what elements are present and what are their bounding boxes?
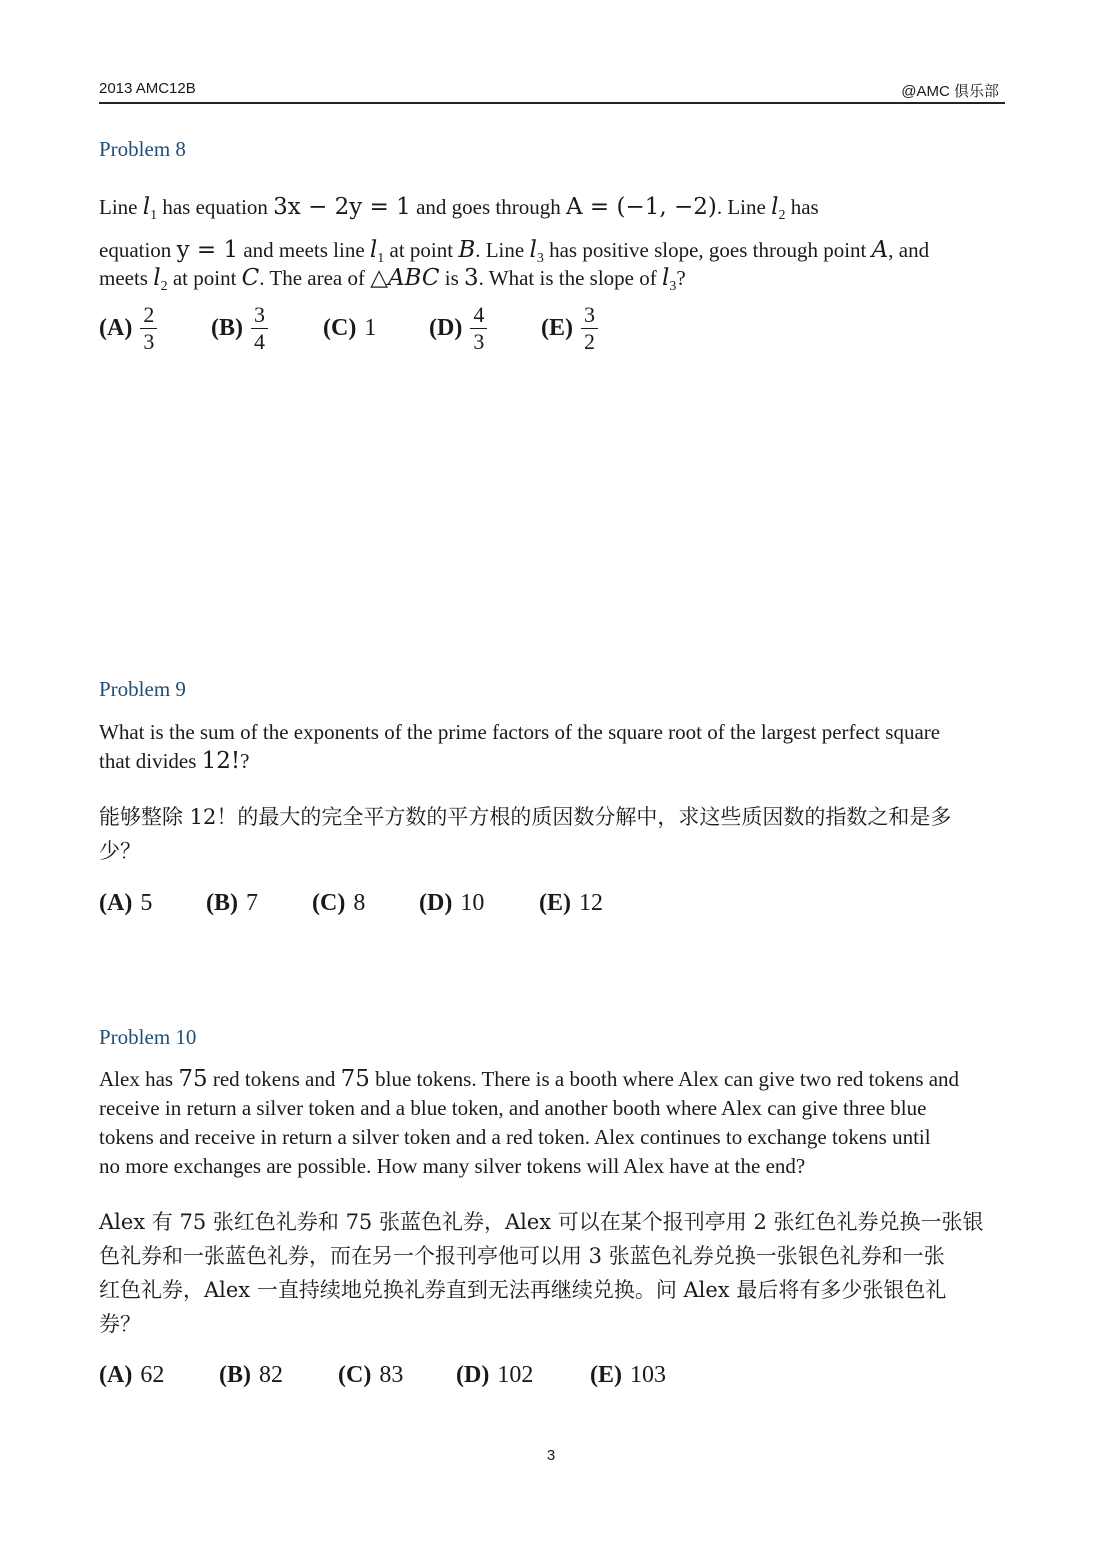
problem-9-title: Problem 9 [99, 677, 186, 701]
problem-8-title: Problem 8 [99, 137, 186, 161]
choice-d: (D) $\frac{4}{3}$ [429, 302, 541, 355]
page-number: 3 [546, 1447, 556, 1464]
page-header [99, 78, 1005, 104]
choice-e: (E) 12 [539, 890, 603, 916]
choice-d: (D) 102 [456, 1362, 534, 1388]
fraction: $\frac{3}{4}$ [251, 302, 268, 355]
problem-10-choices [99, 1362, 666, 1389]
choice-c: (C) 8 [312, 890, 366, 916]
fraction: $\frac{2}{3}$ [140, 302, 157, 355]
problem-8-choices [99, 302, 598, 355]
problem-10-text-cn: Alex 有 75 张红色礼券和 75 张蓝色礼券，Alex 可以在某个报刊亭用 2 张红色礼券兑换一张银 色礼券和一张蓝色礼券，而在另一个报刊亭他可以用 3 张蓝色礼券兑换一张银色礼券和一张 红色礼券，Alex 一直持续地兑换礼券直到无法再继续兑换。问 Alex 最后将有多少张银色礼 券？ [99, 1210, 984, 1336]
fraction: $\frac{3}{2}$ [581, 302, 598, 355]
choice-b: (B) 82 [219, 1362, 283, 1388]
problem-9-text-en: What is the sum of the exponents of the prime factors of the square root of the largest perfect square that divides 12!? [99, 720, 941, 774]
problem-9-choices [99, 890, 603, 917]
header-right: @AMC 俱乐部 [901, 83, 999, 100]
problem-9-text-cn: 能够整除 12！的最大的完全平方数的平方根的质因数分解中，求这些质因数的指数之和是多 少？ [99, 805, 952, 863]
choice-c: (C) 83 [338, 1362, 404, 1388]
choice-a: (A) $\frac{2}{3}$ [99, 302, 211, 355]
fraction: $\frac{4}{3}$ [470, 302, 487, 355]
choice-e: (E) $\frac{3}{2}$ [541, 302, 598, 355]
problem-8-line-3: meets $l_2$ at point C. The area of △ABC is 3. What is the slope of $l_3$? [99, 265, 686, 295]
choice-c: (C) 1 [323, 315, 377, 341]
choice-a: (A) 5 [99, 890, 153, 916]
choice-d: (D) 10 [419, 890, 485, 916]
choice-b: (B) $\frac{3}{4}$ [211, 302, 323, 355]
problem-8-line-1: Line $l_1$ has equation 3x − 2y = 1 and goes through A = (−1, −2). Line $l_2$ has [99, 194, 819, 224]
header-left: 2013 AMC12B [99, 80, 196, 97]
problem-8-line-2: equation y = 1 and meets line $l_1$ at point B. Line $l_3$ has positive slope, goes through point A, and [99, 237, 930, 267]
problem-10-title: Problem 10 [99, 1025, 197, 1049]
choice-e: (E) 103 [590, 1362, 666, 1388]
choice-a: (A) 62 [99, 1362, 165, 1388]
choice-b: (B) 7 [206, 890, 258, 916]
problem-10-text-en: Alex has 75 red tokens and 75 blue tokens. There is a booth where Alex can give two red tokens and receive in return a silver token and a blue token, and another booth where Alex can give three blue tokens and receive in return a silver token and a red token. Alex continues to exchange tokens until no more exchanges are possible. How many silver tokens will Alex have at the end? [99, 1066, 960, 1178]
